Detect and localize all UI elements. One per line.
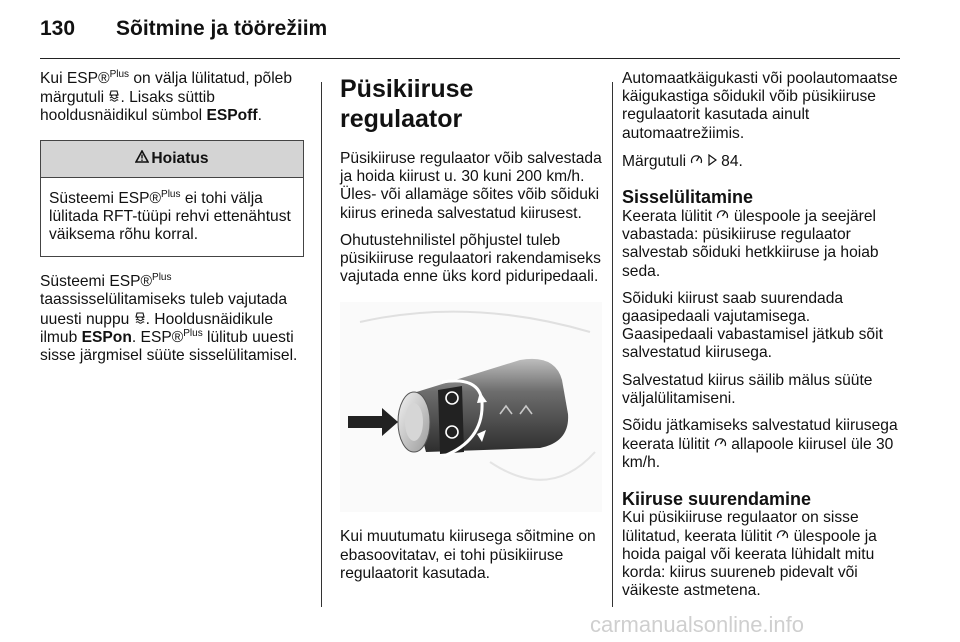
cruise-control-icon xyxy=(776,527,789,545)
page-header xyxy=(0,0,960,58)
esp-skid-icon xyxy=(134,310,146,328)
cruise-resume-icon xyxy=(714,435,727,453)
page-number: 130 xyxy=(40,17,76,40)
accelerate-paragraph: Sõiduki kiirust saab suurendada gaasipedaali vajutamisega. Gaasipedaali vabastamisel jätkub sõit salvestatud kiirusega. xyxy=(622,289,883,362)
resume-paragraph: Sõidu jätkamiseks salvestatud kiirusega keerata lülitit allapoole kiirusel üle 30 km/h. xyxy=(622,417,898,472)
header-rule xyxy=(40,58,900,59)
switch-on-paragraph: Keerata lülitit ülespoole ja seejärel vabastada: püsikiiruse regulaator salvestab sõiduki hetkkiiruse ja hoiab seda. xyxy=(622,208,879,280)
column-2 xyxy=(340,70,602,592)
warning-triangle-icon xyxy=(135,141,149,177)
cruise-caution-paragraph: Kui muutumatu kiirusega sõitmine on ebasoovitatav, ei tohi püsikiiruse regulaatorit kasutada. xyxy=(340,528,596,582)
subheading-switch-on: Sisselülitamine xyxy=(622,187,754,208)
cruise-control-lever-illustration xyxy=(340,302,602,512)
warning-header: Hoiatus xyxy=(41,141,303,178)
cruise-control-icon xyxy=(716,207,729,225)
warning-body: Süsteemi ESP®$^{Plus}$ ei tohi välja lülitada RFT-tüüpi rehvi ettenähtust väiksema rõhu korral. xyxy=(49,188,291,244)
column-divider-2 xyxy=(612,82,613,607)
cruise-control-icon xyxy=(690,152,703,170)
page-title: Sõitmine ja töörežiim xyxy=(116,17,328,40)
page-reference-icon xyxy=(708,152,717,170)
memory-paragraph: Salvestatud kiirus säilib mälus süüte väljalülitamiseni. xyxy=(622,371,873,407)
cruise-brake-paragraph: Ohutustehnilistel põhjustel tuleb püsikiiruse regulaatori rakendamiseks vajutada enne üks kord piduripedaali. xyxy=(340,231,601,286)
esp-on-paragraph: Süsteemi ESP®$^{Plus}$ taassisselülitamiseks tuleb vajutada uuesti nuppu . Hooldusnäidikule ilmub ESPon. ESP®$^{Plus}$ lülitub uuesti sisse järgmisel süüte sisselülitamisel. xyxy=(40,272,298,365)
increase-speed-paragraph: Kui püsikiiruse regulaator on sisse lülitatud, keerata lülitit ülespoole ja hoida paigal või keerata lühidalt mitu korda: kiirus suureneb pidevalt või väikeste astmetena. xyxy=(622,508,877,600)
column-3 xyxy=(622,70,904,610)
column-divider-1 xyxy=(321,82,322,607)
warning-box xyxy=(40,140,304,258)
column-1 xyxy=(40,70,302,374)
cruise-intro-paragraph: Püsikiiruse regulaator võib salvestada ja hoida kiirust u. 30 kuni 200 km/h. Üles- või allamäge sõites võib sõiduki kiirus erineda salvestatud kiirusest. xyxy=(340,150,602,222)
section-heading: Püsikiiruse regulaator xyxy=(340,75,474,133)
esp-skid-icon xyxy=(108,88,120,106)
esp-off-paragraph: Kui ESP®$^{Plus}$ on välja lülitatud, põleb märgutuli . Lisaks süttib hooldusnäidikul sümbol ESPoff. xyxy=(40,69,293,125)
indicator-paragraph: Märgutuli 84. xyxy=(622,152,743,170)
automatic-gearbox-paragraph: Automaatkäigukasti või poolautomaatse käigukastiga sõidukil võib püsikiiruse regulaatorit kasutada ainult automaatrežiimis. xyxy=(622,70,898,142)
watermark: carmanualsonline.info xyxy=(590,612,805,637)
subheading-increase-speed: Kiiruse suurendamine xyxy=(622,488,812,509)
